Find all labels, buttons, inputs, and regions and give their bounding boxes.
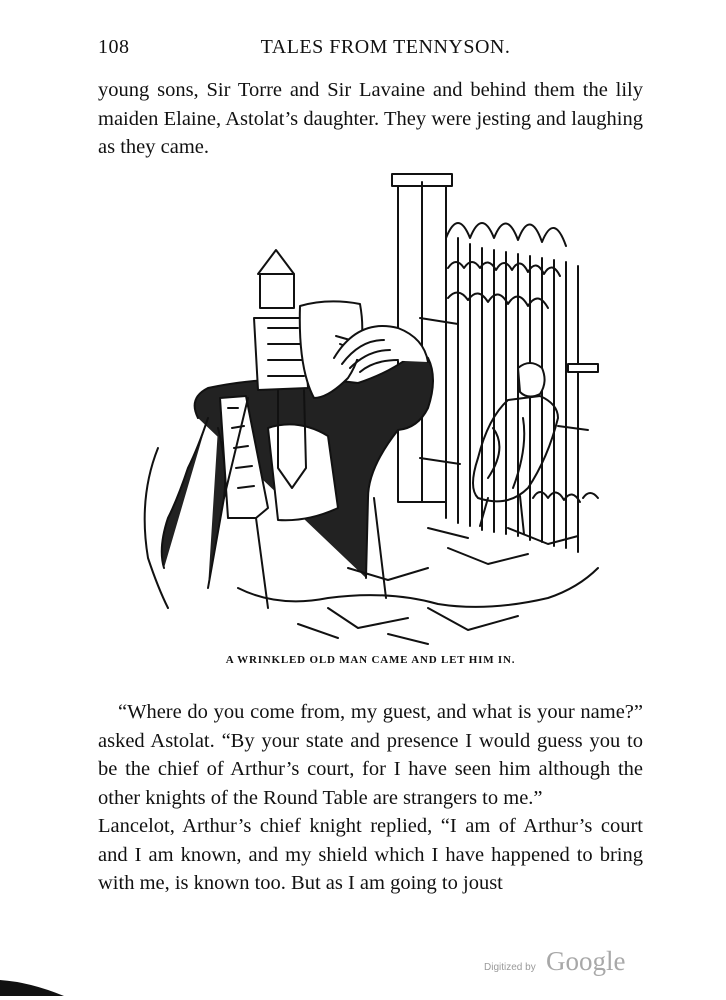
watermark-prefix: Digitized by — [484, 962, 536, 973]
paragraph-2: “Where do you come from, my guest, and what is your name?” asked Astolat. “By your state and presence I would guess you to be the chief of Arthur’s court, for I have seen him although the other knights of the Round Table are strangers to me.” — [98, 701, 643, 809]
paragraph-1: young sons, Sir Torre and Sir Lavaine and behind them the lily maiden Elaine, Astolat’s daughter. They were jesting and laughing as they came. — [98, 79, 643, 159]
running-title: TALES FROM TENNYSON. — [260, 36, 511, 58]
page-header — [98, 36, 643, 68]
knight-at-gate-illustration — [128, 168, 608, 648]
page-edge-shadow — [0, 960, 70, 1000]
page-number: 108 — [98, 36, 130, 58]
google-logo: Google — [546, 946, 626, 976]
digitization-watermark — [484, 944, 644, 984]
paragraph-3: Lancelot, Arthur’s chief knight replied, “I am of Arthur’s court and I am known, and my shield which I have happened to bring with me, is known too. But as I am going to joust — [98, 815, 643, 895]
illustration-caption: A WRINKLED OLD MAN CAME AND LET HIM IN. — [225, 654, 516, 666]
